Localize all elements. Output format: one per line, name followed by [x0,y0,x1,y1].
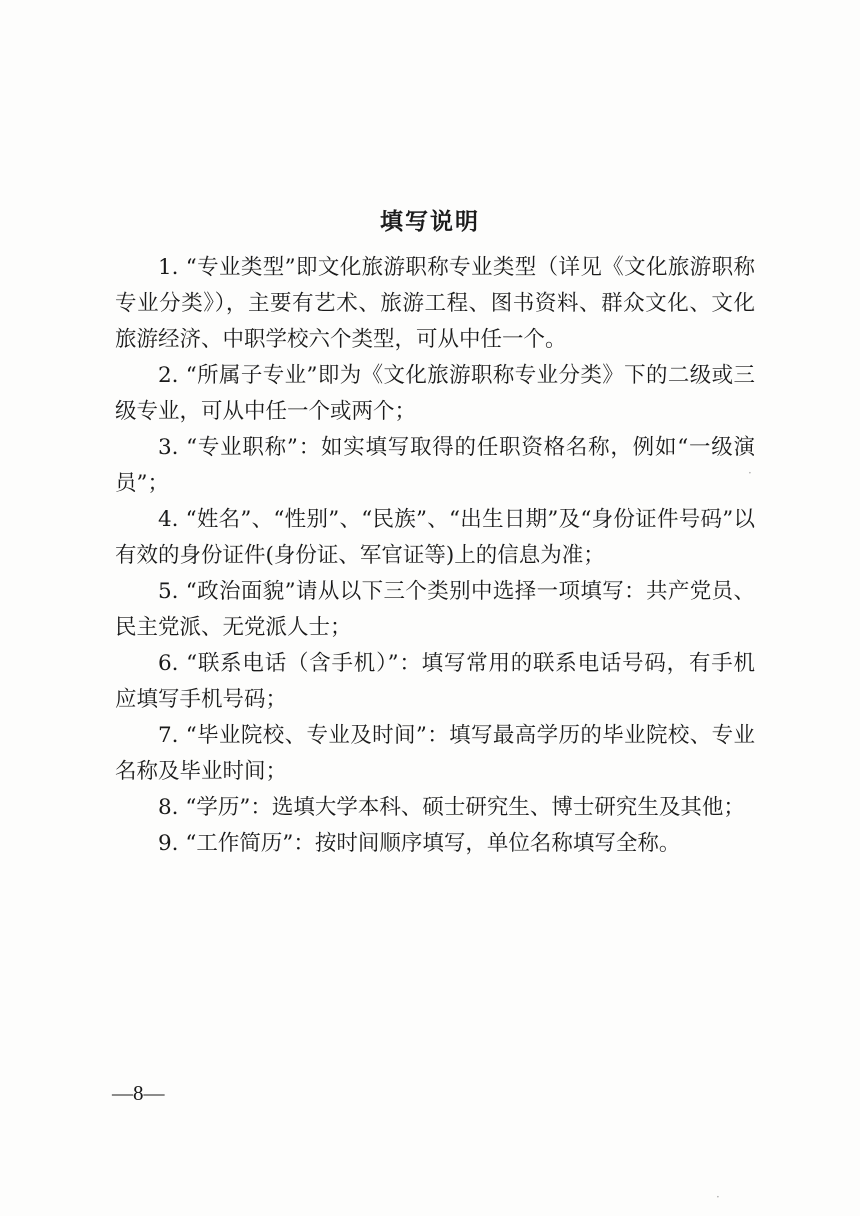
instruction-item-7: 7. “毕业院校、专业及时间”：填写最高学历的毕业院校、专业名称及毕业时间； [115,723,755,784]
instructions-body [115,250,755,862]
page-number: —8— [112,1081,165,1105]
instruction-item-2: 2. “所属子专业”即为《文化旅游职称专业分类》下的二级或三级专业，可从中任一个或两个； [115,363,755,424]
instruction-item-6: 6. “联系电话（含手机）”：填写常用的联系电话号码，有手机应填写手机号码； [115,651,755,712]
instruction-item-5: 5. “政治面貌”请从以下三个类别中选择一项填写：共产党员、民主党派、无党派人士； [115,579,755,640]
instruction-item-1: 1. “专业类型”即文化旅游职称专业类型（详见《文化旅游职称专业分类》），主要有艺术、旅游工程、图书资料、群众文化、文化旅游经济、中职学校六个类型，可从中任一个。 [115,255,755,352]
instruction-item-9: 9. “工作简历”：按时间顺序填写，单位名称填写全称。 [158,831,681,856]
scan-speck: · [716,1190,720,1204]
instruction-item-4: 4. “姓名”、“性别”、“民族”、“出生日期”及“身份证件号码”以有效的身份证件(身份证、军官证等)上的信息为准； [115,507,755,568]
instruction-item-3: 3. “专业职称”：如实填写取得的任职资格名称，例如“一级演员”； [115,435,755,496]
scan-speck: · [748,466,752,480]
document-title: 填写说明 [380,208,480,235]
instruction-item-8: 8. “学历”：选填大学本科、硕士研究生、博士研究生及其他； [158,795,745,820]
